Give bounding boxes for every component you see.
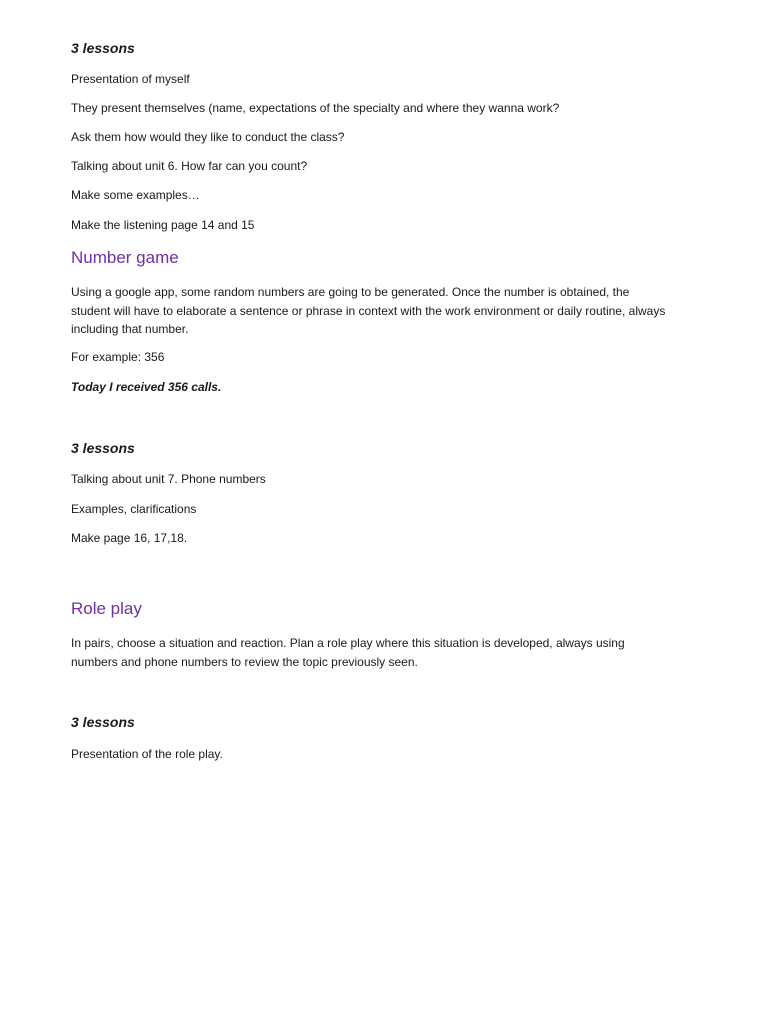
section2-item-3: Make page 16, 17,18. xyxy=(71,531,188,545)
number-game-example-label: For example: 356 xyxy=(71,350,165,364)
section1-item-2: They present themselves (name, expectations of the specialty and where they wanna work? xyxy=(71,101,560,115)
role-play-title: Role play xyxy=(71,599,142,618)
section1-item-1: Presentation of myself xyxy=(71,72,190,86)
section2-item-2: Examples, clarifications xyxy=(71,502,197,516)
lesson-heading-1: 3 lessons xyxy=(71,40,135,56)
section1-item-4: Talking about unit 6. How far can you count? xyxy=(71,159,308,173)
section1-item-6: Make the listening page 14 and 15 xyxy=(71,218,255,232)
section1-item-3: Ask them how would they like to conduct the class? xyxy=(71,130,345,144)
number-game-description: Using a google app, some random numbers are going to be generated. Once the number is obtained, the student will have to elaborate a sentence or phrase in context with the work environment or daily routine, always including that number. xyxy=(71,285,666,336)
section3-item-1: Presentation of the role play. xyxy=(71,747,223,761)
role-play-description: In pairs, choose a situation and reaction. Plan a role play where this situation is developed, always using numbers and phone numbers to review the topic previously seen. xyxy=(71,636,625,669)
lesson-heading-2: 3 lessons xyxy=(71,440,135,456)
number-game-example-sentence: Today I received 356 calls. xyxy=(71,380,222,394)
section2-item-1: Talking about unit 7. Phone numbers xyxy=(71,472,266,486)
number-game-title: Number game xyxy=(71,248,179,267)
lesson-heading-3: 3 lessons xyxy=(71,714,135,730)
section1-item-5: Make some examples… xyxy=(71,188,200,202)
